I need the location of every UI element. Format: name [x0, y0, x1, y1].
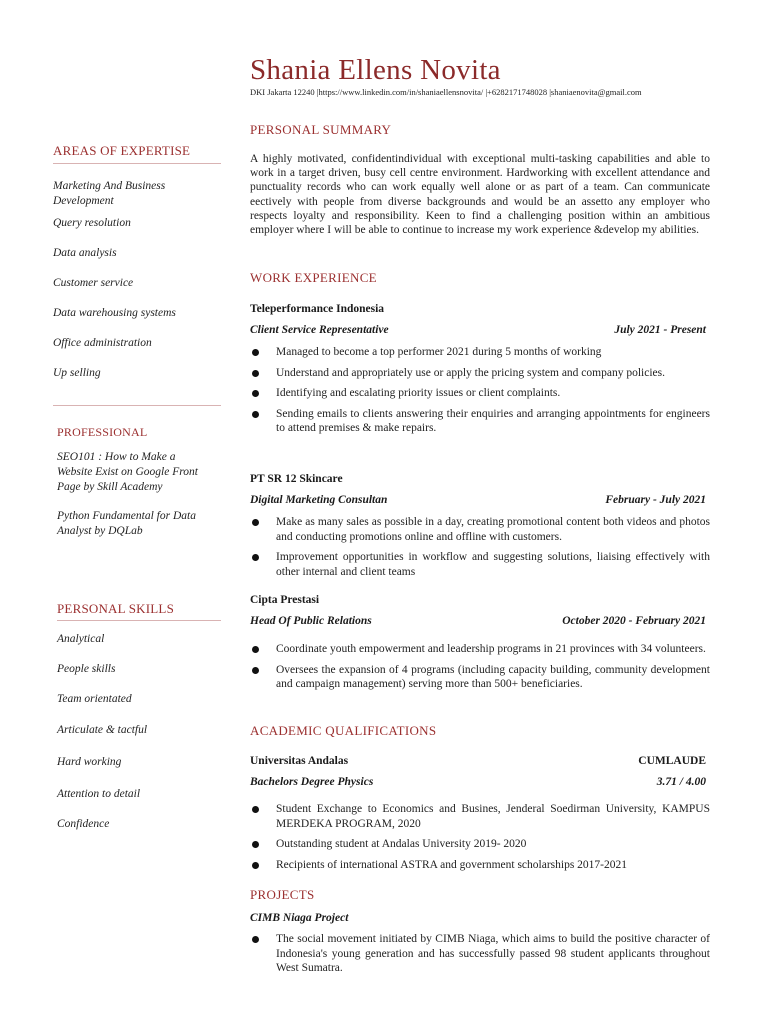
- job-bullet-text: Managed to become a top performer 2021 during 5 months of working: [276, 346, 602, 358]
- school-name: Universitas Andalas: [250, 755, 349, 767]
- job-bullet: [250, 345, 710, 360]
- skills-heading: PERSONAL SKILLS: [57, 601, 175, 616]
- job-bullet: [250, 407, 710, 436]
- job-bullets: [250, 345, 710, 442]
- expertise-bottom-divider: [53, 405, 221, 406]
- job-bullet: [250, 366, 710, 381]
- bullet-dot: [252, 349, 259, 356]
- expertise-item: Up selling: [53, 367, 101, 379]
- academic-heading: ACADEMIC QUALIFICATIONS: [250, 723, 437, 738]
- job-dates: October 2020 - February 2021: [562, 615, 706, 627]
- skill-item: Hard working: [57, 756, 122, 768]
- projects-heading: PROJECTS: [250, 887, 315, 902]
- job-bullets: [250, 642, 710, 698]
- expertise-item: Marketing And Business Development: [53, 180, 166, 207]
- job-bullet-text: Understand and appropriately use or apply the pricing system and company policies.: [276, 366, 665, 379]
- job-bullet-text: Improvement opportunities in workflow and suggesting solutions, liaising effectively with other internal and client teams: [276, 551, 710, 578]
- project-bullets: [250, 932, 710, 982]
- bullet-dot: [252, 411, 259, 418]
- job-bullet: [250, 642, 710, 657]
- skills-list: [57, 632, 217, 847]
- academic-bullet-text: Outstanding student at Andalas University 2019- 2020: [276, 838, 527, 851]
- school-row: [250, 755, 706, 767]
- job-role: Client Service Representative: [250, 324, 389, 336]
- academic-bullet-text: Student Exchange to Economics and Busines, Jenderal Soedirman University, KAMPUS MERDEKA PROGRAM, 2020: [276, 803, 710, 830]
- academic-bullets: [250, 802, 710, 878]
- expertise-item: Data warehousing systems: [53, 307, 176, 319]
- project-bullet-text: The social movement initiated by CIMB Niaga, which aims to build the positive character of Indonesia's young generation and has successfully passed 98 student applicants throughout West Sumatra.: [276, 933, 710, 975]
- summary-text: A highly motivated, confidentindividual with exceptional multi-tasking capabilities and able to work in a target driven, busy cell centre environment. Hardworking with excellent attendance and punctuality records who can work equally well alone or as part of a team. Can communicate eectively with people from diverse backgrounds and would be an assetto any employer who respects loyalty and responsibility. Keen to find a challenging position within an ambitious employer where I will be able to continue to increase my work experience &develop my abilities.: [250, 153, 710, 237]
- job-company: Cipta Prestasi: [250, 594, 320, 606]
- job-company: PT SR 12 Skincare: [250, 473, 343, 485]
- job-role-row: [250, 615, 706, 627]
- expertise-item: Data analysis: [53, 247, 117, 259]
- professional-list: [57, 450, 207, 539]
- job-company: Teleperformance Indonesia: [250, 303, 385, 315]
- job-bullet-text: Sending emails to clients answering their enquiries and arranging appointments for engineers to attend premises & make repairs.: [276, 407, 710, 435]
- bullet-dot: [252, 841, 259, 848]
- expertise-item: Query resolution: [53, 217, 131, 229]
- academic-bullet: [250, 802, 710, 831]
- skill-item: Articulate & tactful: [57, 724, 148, 736]
- expertise-list: [53, 179, 213, 396]
- job-role: Digital Marketing Consultan: [250, 494, 388, 506]
- expertise-divider: [53, 163, 221, 164]
- professional-item: SEO101 : How to Make a Website Exist on Google Front Page by Skill Academy: [57, 451, 198, 493]
- degree-row: [250, 776, 706, 788]
- degree-name: Bachelors Degree Physics: [250, 776, 374, 788]
- project-name: CIMB Niaga Project: [250, 912, 349, 924]
- degree-gpa: 3.71 / 4.00: [656, 776, 706, 788]
- bullet-dot: [252, 806, 259, 813]
- professional-heading: PROFESSIONAL: [57, 425, 148, 439]
- bullet-dot: [252, 862, 259, 869]
- job-dates: July 2021 - Present: [614, 324, 706, 336]
- bullet-dot: [252, 667, 259, 674]
- job-bullet-text: Oversees the expansion of 4 programs (including capacity building, community development and campaign management) serving more than 500+ beneficiaries.: [276, 663, 710, 691]
- skill-item: Confidence: [57, 818, 110, 830]
- job-bullet: [250, 663, 710, 692]
- job-role: Head Of Public Relations: [250, 615, 372, 627]
- professional-item: Python Fundamental for Data Analyst by DQLab: [57, 510, 196, 537]
- academic-bullet: [250, 837, 710, 852]
- school-honor: CUMLAUDE: [638, 755, 706, 767]
- contact-line: DKI Jakarta 12240 |https://www.linkedin.com/in/shaniaellensnovita/ |+6282171748028 |shaniaenovita@gmail.com: [250, 87, 642, 97]
- job-bullet-text: Coordinate youth empowerment and leadership programs in 21 provinces with 34 volunteers.: [276, 643, 706, 655]
- skill-item: Team orientated: [57, 693, 132, 705]
- bullet-dot: [252, 936, 259, 943]
- work-heading: WORK EXPERIENCE: [250, 270, 377, 285]
- job-bullet-text: Identifying and escalating priority issues or client complaints.: [276, 387, 561, 400]
- expertise-item: Office administration: [53, 337, 152, 349]
- job-bullet: [250, 515, 710, 544]
- bullet-dot: [252, 519, 259, 526]
- bullet-dot: [252, 646, 259, 653]
- bullet-dot: [252, 390, 259, 397]
- bullet-dot: [252, 370, 259, 377]
- job-bullet-text: Make as many sales as possible in a day, creating promotional content both videos and photos and conducting promotions online and offline with customers.: [276, 516, 710, 543]
- skills-divider: [57, 620, 221, 621]
- project-bullet: [250, 932, 710, 976]
- summary-heading: PERSONAL SUMMARY: [250, 122, 392, 137]
- candidate-name: Shania Ellens Novita: [250, 54, 501, 86]
- job-bullet: [250, 386, 710, 401]
- job-bullet: [250, 550, 710, 579]
- bullet-dot: [252, 554, 259, 561]
- skill-item: Attention to detail: [57, 788, 141, 800]
- expertise-item: Customer service: [53, 277, 134, 289]
- job-role-row: [250, 494, 706, 506]
- skill-item: People skills: [57, 663, 116, 675]
- skill-item: Analytical: [57, 633, 105, 645]
- job-role-row: [250, 324, 706, 336]
- job-bullets: [250, 515, 710, 585]
- job-dates: February - July 2021: [605, 494, 706, 506]
- academic-bullet: [250, 858, 710, 873]
- academic-bullet-text: Recipients of international ASTRA and government scholarships 2017-2021: [276, 858, 628, 871]
- expertise-heading: AREAS OF EXPERTISE: [53, 143, 191, 158]
